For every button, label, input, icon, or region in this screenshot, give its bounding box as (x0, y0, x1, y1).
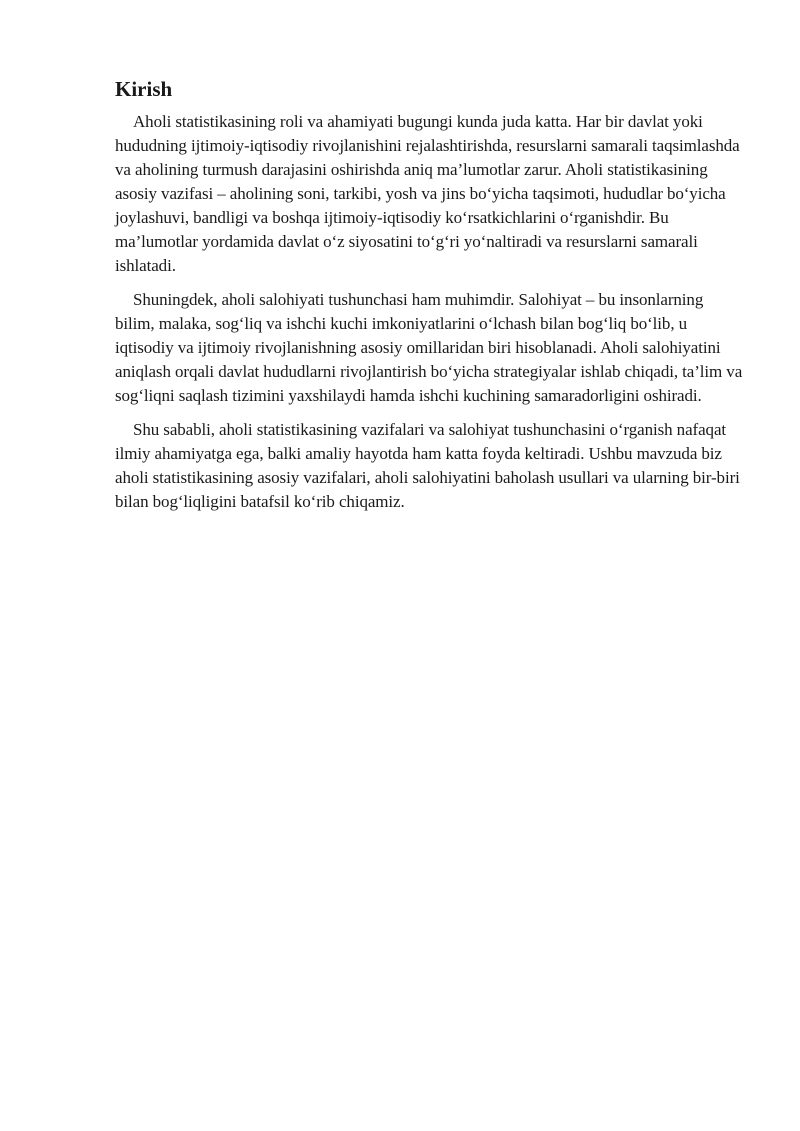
document-body (115, 76, 745, 524)
paragraph-3: Shu sababli, aholi statistikasining vazifalari va salohiyat tushunchasini o‘rganish nafaqat ilmiy ahamiyatga ega, balki amaliy hayotda ham katta foyda keltiradi. Ushbu mavzuda biz aholi statistikasining asosiy vazifalari, aholi salohiyatini baholash usullari va ularning bir-biri bilan bog‘liqligini batafsil ko‘rib chiqamiz. (115, 420, 740, 511)
section-heading: Kirish (115, 77, 173, 101)
paragraph-2: Shuningdek, aholi salohiyati tushunchasi ham muhimdir. Salohiyat – bu insonlarning bilim, malaka, sog‘liq va ishchi kuchi imkoniyatlarini o‘lchash bilan bog‘liq bo‘lib, u iqtisodiy va ijtimoiy rivojlanishning asosiy omillaridan biri hisoblanadi. Aholi salohiyatini aniqlash orqali davlat hududlarni rivojlantirish bo‘yicha strategiyalar ishlab chiqadi, ta’lim va sog‘liqni saqlash tizimini yaxshilaydi hamda ishchi kuchining samaradorligini oshiradi. (115, 290, 743, 405)
paragraph-1: Aholi statistikasining roli va ahamiyati bugungi kunda juda katta. Har bir davlat yoki hududning ijtimoiy-iqtisodiy rivojlanishini rejalashtirishda, resurslarni samarali taqsimlashda va aholining turmush darajasini oshirishda aniq ma’lumotlar zarur. Aholi statistikasining asosiy vazifasi – aholining soni, tarkibi, yosh va jins bo‘yicha taqsimoti, hududlar bo‘yicha joylashuvi, bandligi va boshqa ijtimoiy-iqtisodiy ko‘rsatkichlarini o‘rganishdir. Bu ma’lumotlar yordamida davlat o‘z siyosatini to‘g‘ri yo‘naltiradi va resurslarni samarali ishlatadi. (115, 112, 740, 275)
